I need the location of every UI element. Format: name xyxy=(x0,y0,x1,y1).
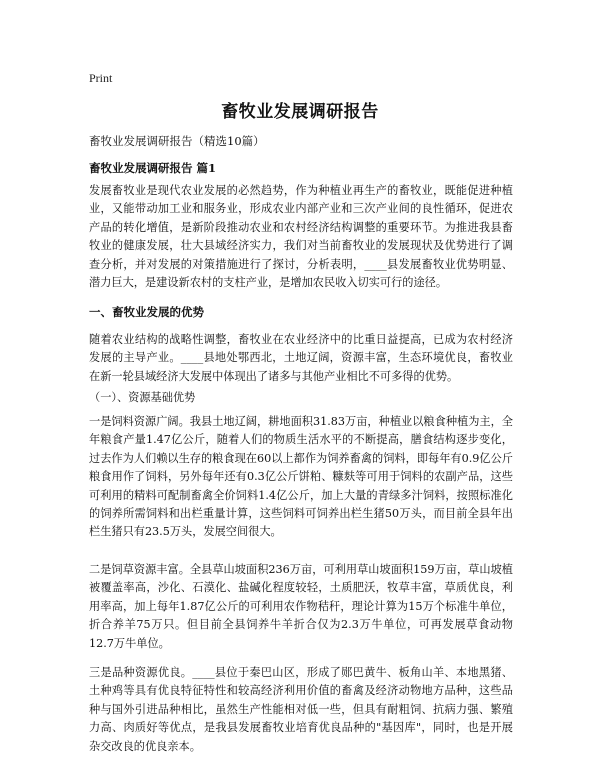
print-link[interactable]: Print xyxy=(89,71,113,85)
grass-resources-paragraph: 二是饲草资源丰富。全县草山坡面积236万亩，可利用草山坡面积159万亩，草山坡植被覆盖率高，沙化、石漠化、盐碱化程度较轻，土质肥沃，牧草丰富，草质优良，利用率高，加上每年1.87亿公斤的可利用农作物秸秆，理论计算为15万个标准牛单位，折合养羊75万只。但目前全县饲养牛羊折合仅为2.3万牛单位，可再发展草食动物12.7万牛单位。 xyxy=(89,563,513,650)
subsection-1-title: （一）、资源基础优势 xyxy=(89,391,196,404)
feed-resources-paragraph: 一是饲料资源广阔。我县土地辽阔，耕地面积31.83万亩，种植业以粮食种植为主，全年粮食产量1.47亿公斤，随着人们的物质生活水平的不断提高，膳食结构逐步变化，过去作为人们赖以生存的粮食现在60以上都作为饲养畜禽的饲料，即每年有0.9亿公斤粮食用作了饲料，另外每年还有0.3亿公斤饼粕、糠麸等可用于饲料的农副产品，这些可利用的精料可配制畜禽全价饲料1.4亿公斤，加上大量的青绿多汁饲料，按照标准化的饲养所需饲料和出栏重量计算，这些饲料可饲养出栏生猪50万头，而目前全县年出栏生猪只有23.5万头，发展空间很大。 xyxy=(89,415,513,539)
section-1-paragraph: 随着农业结构的战略性调整，畜牧业在农业经济中的比重日益提高，已成为农村经济发展的主导产业。____县地处鄂西北，土地辽阔，资源丰富，生态环境优良，畜牧业在新一轮县域经济大发展中体现出了诸多与其他产业相比不可多得的优势。 xyxy=(89,333,513,383)
document-title: 畜牧业发展调研报告 xyxy=(221,102,379,122)
section-1-title: 一、畜牧业发展的优势 xyxy=(89,305,204,319)
breed-resources-paragraph: 三是品种资源优良。____县位于秦巴山区，形成了郧巴黄牛、板角山羊、本地黑猪、土种鸡等具有优良特征特性和较高经济利用价值的畜禽及经济动物地方品种，这些品种与国外引进品种相比，虽然生产性能相对低一些，但具有耐粗饲、抗病力强、繁殖力高、肉质好等优点，是我县发展畜牧业培育优良品种的"基因库"，同时，也是开展杂交改良的优良亲本。 xyxy=(89,666,513,753)
document-subtitle: 畜牧业发展调研报告（精选10篇） xyxy=(89,134,265,148)
part-1-title: 畜牧业发展调研报告 篇1 xyxy=(89,161,217,175)
intro-paragraph: 发展畜牧业是现代农业发展的必然趋势，作为种植业再生产的畜牧业，既能促进种植业，又能带动加工业和服务业，形成农业内部产业和三次产业间的良性循环，促进农产品的转化增值，是新阶段推动农业和农村经济结构调整的重要环节。为推进我县畜牧业的健康发展，壮大县域经济实力，我们对当前畜牧业的发展现状及优势进行了调查分析，并对发展的对策措施进行了探讨，分析表明，____县发展畜牧业优势明显、潜力巨大，是建设新农村的支柱产业，是增加农民收入切实可行的途径。 xyxy=(89,184,513,290)
